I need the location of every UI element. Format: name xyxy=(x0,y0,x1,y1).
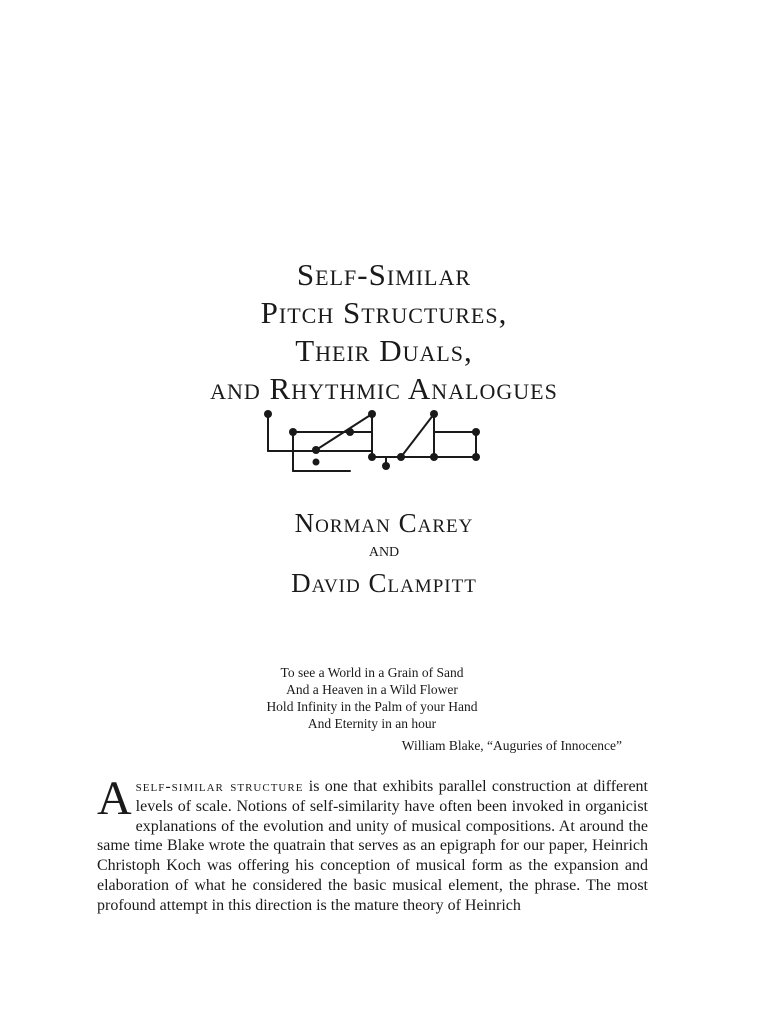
epigraph-attribution: William Blake, “Auguries of Innocence” xyxy=(401,738,622,753)
epigraph-line-4: And Eternity in an hour xyxy=(307,716,437,731)
epigraph-line-1: To see a World in a Grain of Sand xyxy=(280,665,464,680)
author-second: David Clampitt xyxy=(291,568,477,598)
title-line-3: Their Duals, xyxy=(295,333,473,368)
paper-title xyxy=(0,256,768,408)
body-text: is one that exhibits parallel construction at different levels of scale. Notions of self-similarity have often been invoked in organicist explanations of the evolution and unity of musical compositions. At around the same time Blake wrote the quatrain that serves as an epigraph for our paper, Heinrich Christoph Koch was offering his conception of musical form as the expansion and elaboration of what he considered the basic musical element, the phrase. The most profound attempt in this direction is the mature theory of Heinrich xyxy=(97,778,648,914)
self-similar-structure-diagram xyxy=(256,406,492,476)
title-line-4: and Rhythmic Analogues xyxy=(210,371,558,406)
author-block xyxy=(0,507,768,599)
body-paragraph xyxy=(97,772,648,916)
drop-cap: A xyxy=(97,772,132,825)
epigraph-line-2: And a Heaven in a Wild Flower xyxy=(286,682,458,697)
author-conjunction: and xyxy=(368,539,400,561)
lead-small-caps: self-similar structure xyxy=(135,778,304,795)
epigraph-line-3: Hold Infinity in the Palm of your Hand xyxy=(266,699,478,714)
title-line-1: Self-Similar xyxy=(296,257,472,292)
author-first: Norman Carey xyxy=(294,508,474,538)
title-line-2: Pitch Structures, xyxy=(260,295,508,330)
epigraph xyxy=(200,664,544,732)
